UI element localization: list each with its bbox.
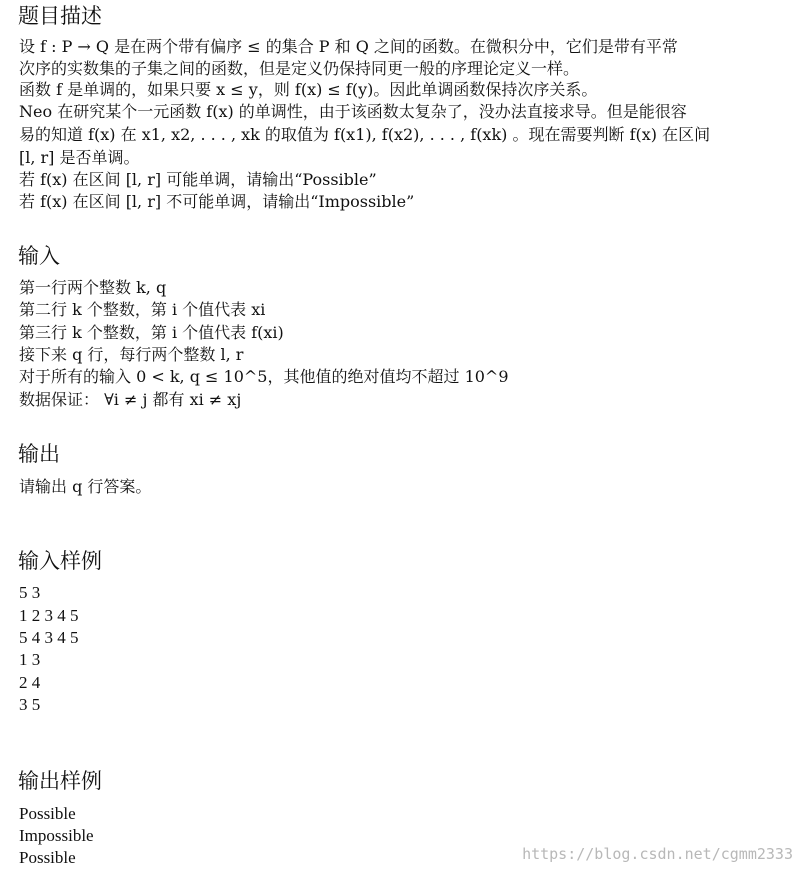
description-line-4: Neo 在研究某个一元函数 f(x) 的单调性，由于该函数太复杂了，没办法直接求导。但是能很容	[19, 102, 687, 121]
input-line-5: 对于所有的输入 0 < k, q ≤ 10^5，其他值的绝对值均不超过 10^9	[19, 367, 509, 386]
description-line-7: 若 f(x) 在区间 [l, r] 可能单调，请输出“Possible”	[19, 170, 377, 189]
input-line-6: 数据保证： ∀i ≠ j 都有 xi ≠ xj	[19, 390, 242, 409]
input-line-1: 第一行两个整数 k, q	[19, 278, 167, 297]
sample-output-line: Possible	[19, 848, 76, 867]
sample-input-line: 2 4	[19, 673, 41, 692]
output-line-1: 请输出 q 行答案。	[19, 477, 152, 496]
sample-input-line: 3 5	[19, 695, 41, 714]
sample-input-line: 5 4 3 4 5	[19, 628, 79, 647]
sample-output-heading: 输出样例	[18, 769, 102, 793]
description-line-5: 易的知道 f(x) 在 x1, x2, . . . , xk 的取值为 f(x1), f(x2), . . . , f(xk) 。现在需要判断 f(x) 在区间	[19, 125, 711, 144]
description-heading: 题目描述	[18, 4, 102, 28]
input-line-4: 接下来 q 行，每行两个整数 l, r	[19, 345, 244, 364]
sample-output-line: Possible	[19, 804, 76, 823]
sample-output-line: Impossible	[19, 826, 94, 845]
description-line-3: 函数 f 是单调的，如果只要 x ≤ y，则 f(x) ≤ f(y)。因此单调函数保持次序关系。	[19, 80, 598, 99]
description-line-1: 设 f : P → Q 是在两个带有偏序 ≤ 的集合 P 和 Q 之间的函数。在微积分中，它们是带有平常	[19, 37, 678, 56]
sample-input-line: 5 3	[19, 583, 41, 602]
sample-input-heading: 输入样例	[18, 549, 102, 573]
description-line-8: 若 f(x) 在区间 [l, r] 不可能单调，请输出“Impossible”	[19, 192, 415, 211]
input-heading: 输入	[18, 244, 60, 268]
description-line-6: [l, r] 是否单调。	[19, 148, 140, 167]
input-line-3: 第三行 k 个整数，第 i 个值代表 f(xi)	[19, 323, 284, 342]
sample-input-line: 1 2 3 4 5	[19, 606, 79, 625]
input-line-2: 第二行 k 个整数，第 i 个值代表 xi	[19, 300, 266, 319]
description-line-2: 次序的实数集的子集之间的函数，但是定义仍保持同更一般的序理论定义一样。	[19, 59, 580, 78]
sample-input-line: 1 3	[19, 650, 41, 669]
output-heading: 输出	[18, 442, 60, 466]
watermark: https://blog.csdn.net/cgmm2333	[522, 845, 793, 863]
